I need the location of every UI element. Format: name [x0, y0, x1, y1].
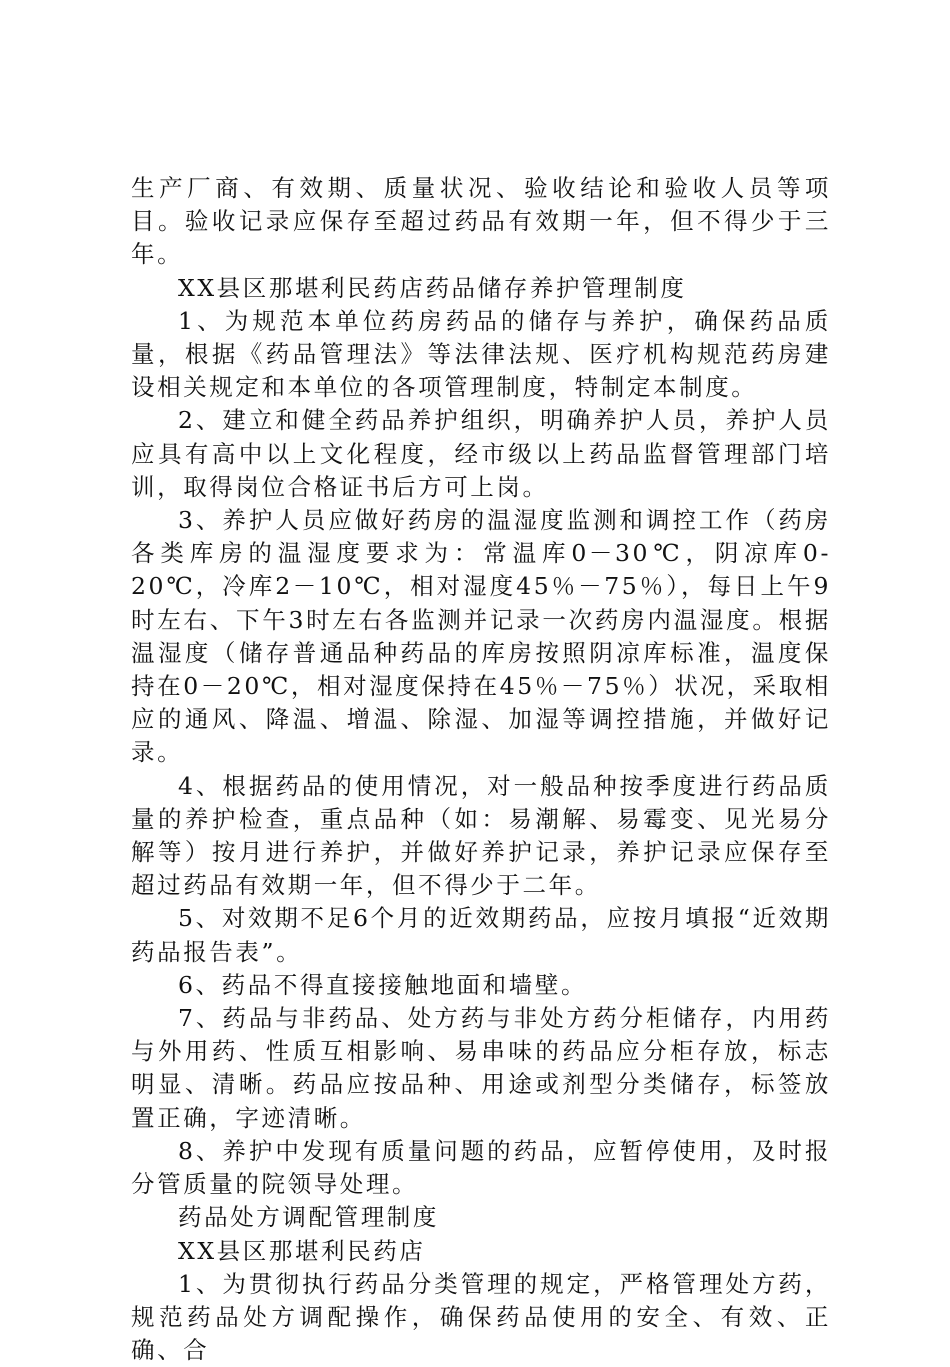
paragraph-storage-6: 6、药品不得直接接触地面和墙壁。: [178, 970, 588, 999]
paragraph-storage-7: 7、药品与非药品、处方药与非处方药分柜储存，内用药与外用药、性质互相影响、易串味的药品应分柜存放，标志明显、清晰。药品应按品种、用途或剂型分类储存，标签放置正确，字迹清晰。: [131, 1004, 831, 1132]
paragraph-storage-3: 3、养护人员应做好药房的温湿度监测和调控工作（药房各类库房的温湿度要求为：常温库0－30℃，阴凉库0-20℃，冷库2－10℃，相对湿度45％－75％），每日上午9时左右、下午3时左右各监测并记录一次药房内温湿度。根据温湿度（储存普通品种药品的库房按照阴凉库标准，温度保持在0－20℃，相对湿度保持在45％－75％）状况，采取相应的通风、降温、增温、除湿、加湿等调控措施，并做好记录。: [131, 506, 831, 767]
document-body: [131, 172, 831, 1367]
paragraph-storage-8: 8、养护中发现有质量问题的药品，应暂停使用，及时报分管质量的院领导处理。: [131, 1136, 831, 1199]
section-title-prescription: 药品处方调配管理制度: [178, 1203, 439, 1232]
paragraph-storage-2: 2、建立和健全药品养护组织，明确养护人员，养护人员应具有高中以上文化程度，经市级以上药品监督管理部门培训，取得岗位合格证书后方可上岗。: [131, 406, 831, 501]
paragraph-storage-5: 5、对效期不足6个月的近效期药品，应按月填报“近效期药品报告表”。: [131, 904, 831, 966]
paragraph-storage-1: 1、为规范本单位药房药品的储存与养护，确保药品质量，根据《药品管理法》等法律法规、医疗机构规范药房建设相关规定和本单位的各项管理制度，特制定本制度。: [131, 306, 831, 402]
paragraph-acceptance-record-tail: 生产厂商、有效期、质量状况、验收结论和验收人员等项目。验收记录应保存至超过药品有效期一年，但不得少于三年。: [131, 174, 831, 269]
paragraph-prescription-1: 1、为贯彻执行药品分类管理的规定，严格管理处方药，规范药品处方调配操作，确保药品使用的安全、有效、正确、合: [131, 1269, 831, 1365]
paragraph-storage-4: 4、根据药品的使用情况，对一般品种按季度进行药品质量的养护检查，重点品种（如：易潮解、易霉变、见光易分解等）按月进行养护，并做好养护记录，养护记录应保存至超过药品有效期一年，但不得少于二年。: [131, 771, 831, 900]
section-subtitle-pharmacy: XX县区那堪利民药店: [178, 1236, 426, 1265]
section-title-storage-maintenance: XX县区那堪利民药店药品储存养护管理制度: [178, 273, 687, 302]
